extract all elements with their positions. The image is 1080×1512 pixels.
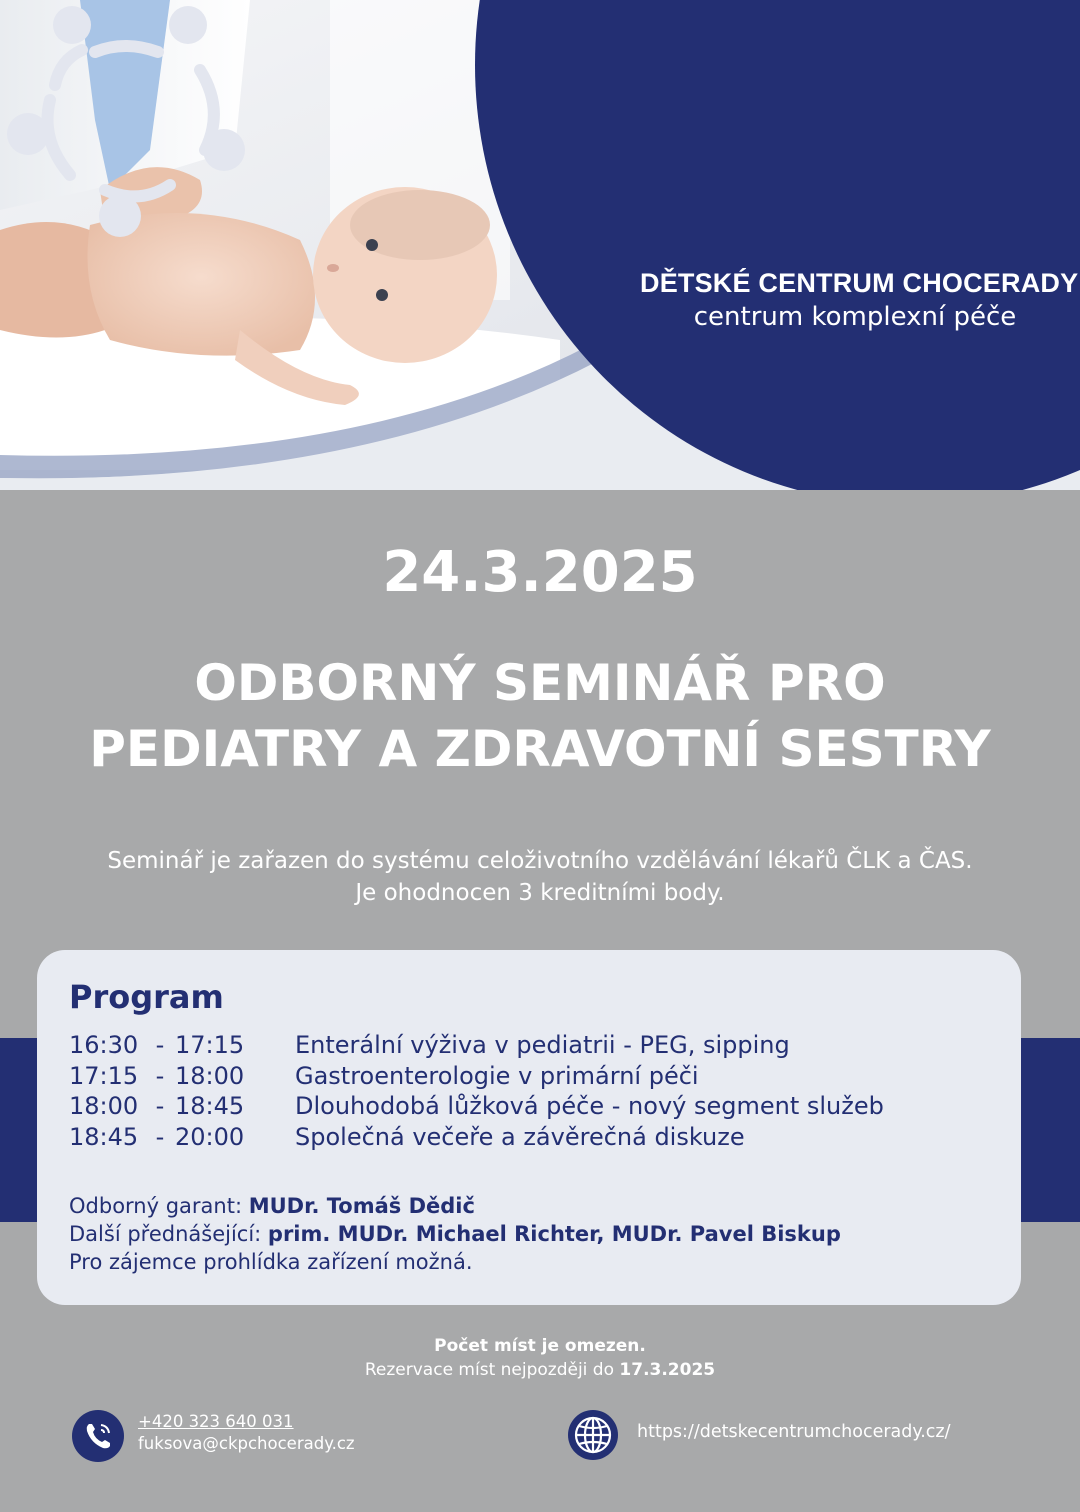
event-date: 24.3.2025 <box>382 540 698 605</box>
time-from: 18:45 <box>69 1122 139 1151</box>
phone-icon <box>72 1410 124 1462</box>
speakers-info <box>69 1192 989 1276</box>
desc-line1: Seminář je zařazen do systému celoživotního vzdělávání lékařů ČLK a ČAS. <box>107 848 973 874</box>
reservation-date: 17.3.2025 <box>619 1360 716 1380</box>
schedule-row <box>69 1030 989 1061</box>
guarantor-line <box>69 1192 989 1220</box>
hero-banner <box>0 0 1080 490</box>
time-separator: - <box>155 1061 165 1090</box>
speakers-line <box>69 1220 989 1248</box>
time-to: 18:45 <box>175 1092 245 1120</box>
email-text[interactable]: fuksova@ckpchocerady.cz <box>138 1434 355 1453</box>
session-topic: Společná večeře a závěrečná diskuze <box>295 1122 745 1151</box>
speakers-names: prim. MUDr. Michael Richter, MUDr. Pavel Biskup <box>267 1222 841 1246</box>
schedule-row <box>69 1091 989 1122</box>
program-card <box>37 950 1021 1305</box>
desc-line2: Je ohodnocen 3 kreditními body. <box>355 880 725 906</box>
program-heading: Program <box>69 978 224 1016</box>
people-circle-icon <box>0 0 250 240</box>
event-title <box>0 650 1080 782</box>
time-from: 18:00 <box>69 1092 139 1120</box>
globe-icon <box>567 1409 619 1461</box>
event-description <box>0 845 1080 909</box>
time-from: 17:15 <box>69 1061 139 1090</box>
reservation-line <box>0 1358 1080 1382</box>
brand-tagline: centrum komplexní péče <box>693 302 1017 332</box>
event-title-line2: PEDIATRY A ZDRAVOTNÍ SESTRY <box>89 720 991 778</box>
guarantor-name: MUDr. Tomáš Dědič <box>248 1194 475 1218</box>
time-from: 16:30 <box>69 1031 139 1059</box>
reservation-prefix: Rezervace míst nejpozději do <box>364 1360 620 1380</box>
reservation-notice <box>0 1334 1080 1382</box>
time-separator: - <box>155 1122 165 1151</box>
event-title-line1: ODBORNÝ SEMINÁŘ PRO <box>194 654 886 712</box>
schedule-row <box>69 1061 989 1092</box>
speakers-label: Další přednášející: <box>69 1222 268 1246</box>
phone-link[interactable]: +420 323 640 031 <box>138 1412 294 1431</box>
schedule-row <box>69 1122 989 1153</box>
time-to: 17:15 <box>175 1031 245 1059</box>
time-separator: - <box>155 1092 165 1120</box>
brand-name: DĚTSKÉ CENTRUM CHOCERADY <box>640 268 1079 298</box>
website-link[interactable]: https://detskecentrumchocerady.cz/ <box>637 1422 951 1442</box>
time-to: 18:00 <box>175 1061 245 1090</box>
session-topic: Enterální výživa v pediatrii - PEG, sipping <box>295 1031 790 1059</box>
limited-seats: Počet míst je omezen. <box>434 1336 646 1356</box>
tour-note: Pro zájemce prohlídka zařízení možná. <box>69 1250 473 1274</box>
guarantor-label: Odborný garant: <box>69 1194 249 1218</box>
session-topic: Dlouhodobá lůžková péče - nový segment služeb <box>295 1092 884 1120</box>
contact-info <box>138 1411 355 1455</box>
time-separator: - <box>155 1031 165 1059</box>
time-to: 20:00 <box>175 1122 245 1151</box>
session-topic: Gastroenterologie v primární péči <box>295 1061 699 1090</box>
